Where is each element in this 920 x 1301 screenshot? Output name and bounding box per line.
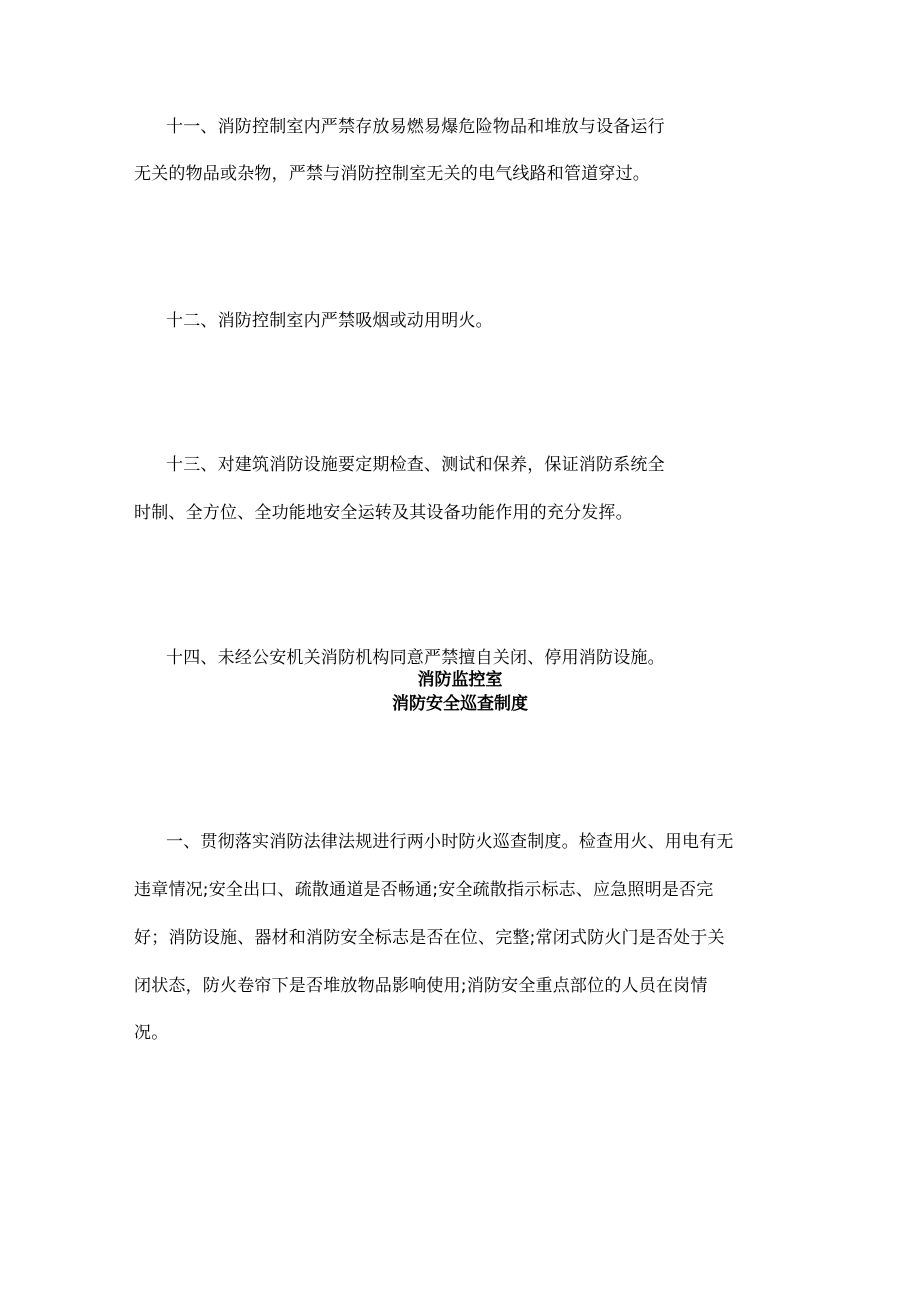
paragraph-line: 十四、未经公安机关消防机构同意严禁擅自关闭、停用消防设施。 [166,648,665,668]
paragraph-line: 况。 [134,1023,169,1043]
paragraph-line: 闭状态，防火卷帘下是否堆放物品影响使用;消防安全重点部位的人员在岗情 [134,976,708,996]
paragraph-line: 十三、对建筑消防设施要定期检查、测试和保养，保证消防系统全 [166,455,665,475]
heading-room-name: 消防监控室 [417,670,503,690]
paragraph-line: 十一、消防控制室内严禁存放易燃易爆危险物品和堆放与设备运行 [166,117,665,137]
paragraph-line: 违章情况;安全出口、疏散通道是否畅通;安全疏散指示标志、应急照明是否完 [134,880,714,900]
paragraph-line: 一、贯彻落实消防法律法规进行两小时防火巡查制度。检查用火、用电有无 [166,832,734,852]
heading-regulation-title: 消防安全巡查制度 [392,694,528,714]
paragraph-line: 无关的物品或杂物，严禁与消防控制室无关的电气线路和管道穿过。 [134,164,650,184]
paragraph-line: 时制、全方位、全功能地安全运转及其设备功能作用的充分发挥。 [134,503,633,523]
paragraph-line: 好；消防设施、器材和消防安全标志是否在位、完整;常闭式防火门是否处于关 [134,928,725,948]
paragraph-line: 十二、消防控制室内严禁吸烟或动用明火。 [166,311,493,331]
